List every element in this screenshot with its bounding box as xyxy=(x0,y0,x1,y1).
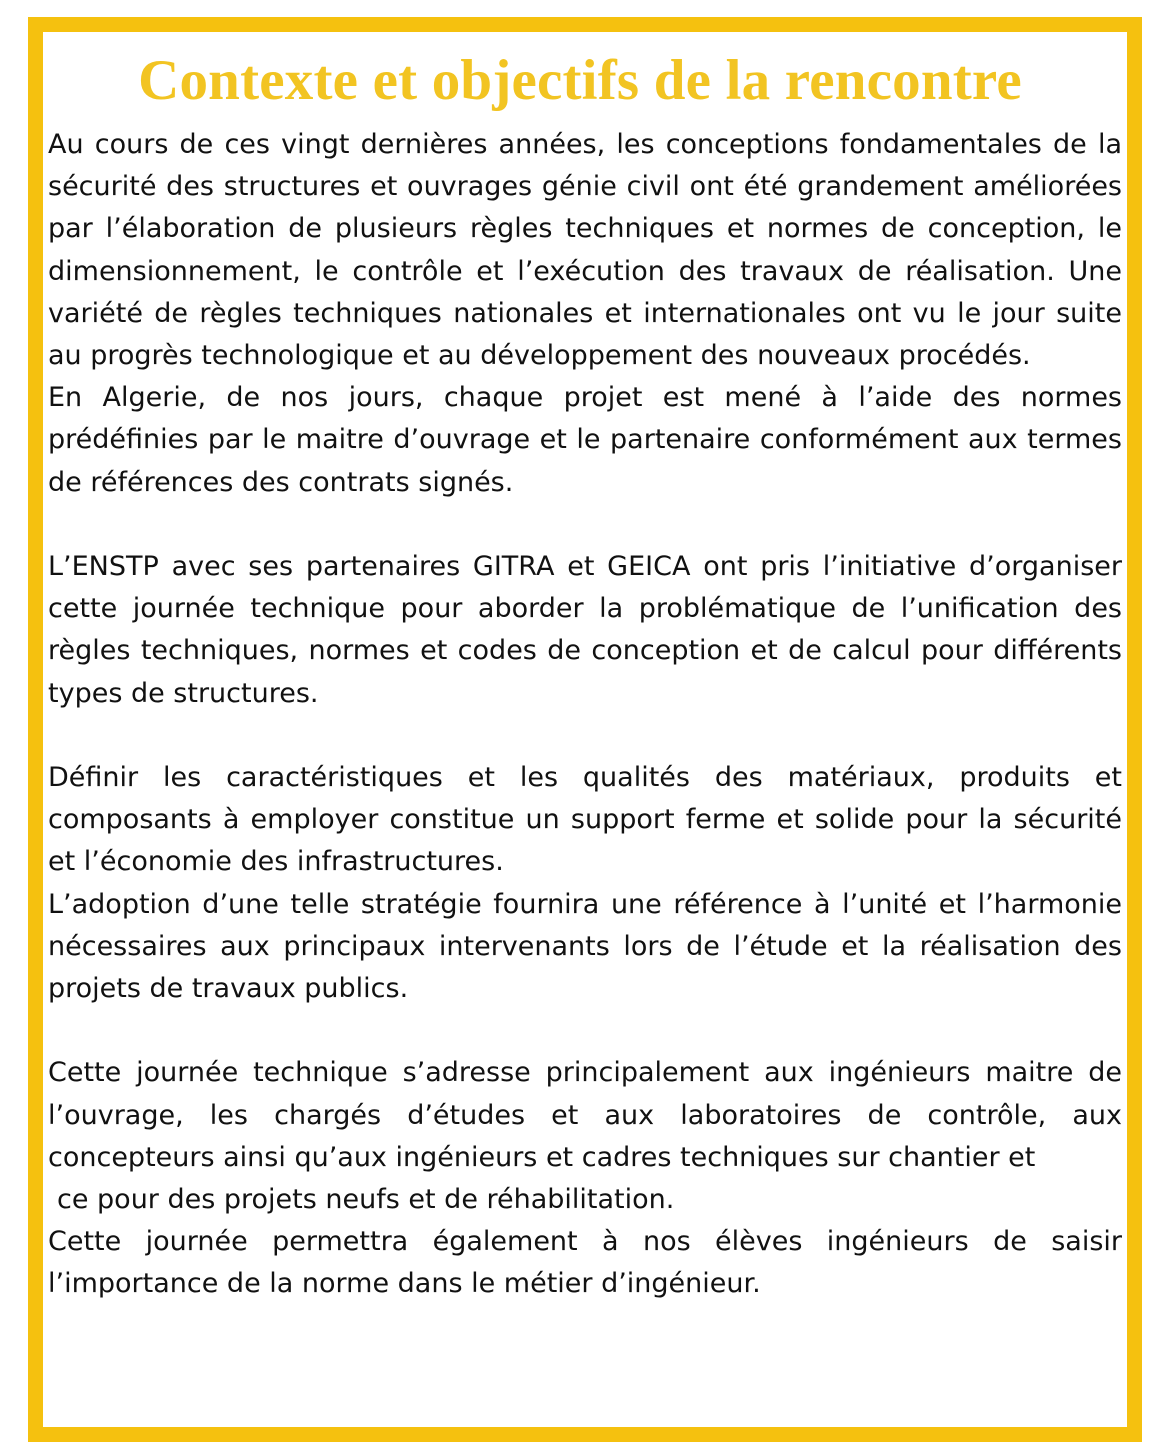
paragraph-algeria: En Algerie, de nos jours, chaque projet est mené à l’aide des normes prédéfinies par le maitre d’ouvrage et le partenaire conformément aux termes de références des contrats signés. xyxy=(48,382,1122,498)
paragraph-enstp-initiative: L’ENSTP avec ses partenaires GITRA et GEICA ont pris l’initiative d’organiser cette journée technique pour aborder la problématique de l’unification des règles techniques, normes et codes de conception et de calcul pour différents types de structures. xyxy=(48,551,1122,709)
paragraph-students: Cette journée permettra également à nos élèves ingénieurs de saisir l’importance de la norme dans le métier d’ingénieur. xyxy=(48,1226,1122,1300)
paragraph-context: Au cours de ces vingt dernières années, les conceptions fondamentales de la sécurité des structures et ouvrages génie civil ont été grandement améliorées par l’élaboration de plusieurs règles techniques et normes de conception, le dimensionnement, le contrôle et l’exécution des travaux de réalisation. Une variété de règles techniques nationales et internationales ont vu le jour suite au progrès technologique et au développement des nouveaux procédés. xyxy=(48,129,1122,372)
paragraph-materials: Définir les caractéristiques et les qualités des matériaux, produits et composants à employer constitue un support ferme et solide pour la sécurité et l’économie des infrastructures. xyxy=(48,762,1122,878)
page-title: Contexte et objectifs de la rencontre xyxy=(138,49,1022,112)
paragraph-spacer xyxy=(48,715,1122,757)
paragraph-audience: Cette journée technique s’adresse principalement aux ingénieurs maitre de l’ouvrage, les chargés d’études et aux laboratoires de contrôle, aux concepteurs ainsi qu’aux ingénieurs et cadres techniques sur chantier et xyxy=(48,1057,1122,1173)
document-body xyxy=(48,124,1122,1306)
paragraph-spacer xyxy=(48,504,1122,546)
paragraph-spacer xyxy=(48,1010,1122,1052)
paragraph-audience-continued: ce pour des projets neufs et de réhabilitation. xyxy=(57,1184,675,1216)
paragraph-strategy: L’adoption d’une telle stratégie fournira une référence à l’unité et l’harmonie nécessaires aux principaux intervenants lors de l’étude et la réalisation des projets de travaux publics. xyxy=(48,888,1122,1005)
